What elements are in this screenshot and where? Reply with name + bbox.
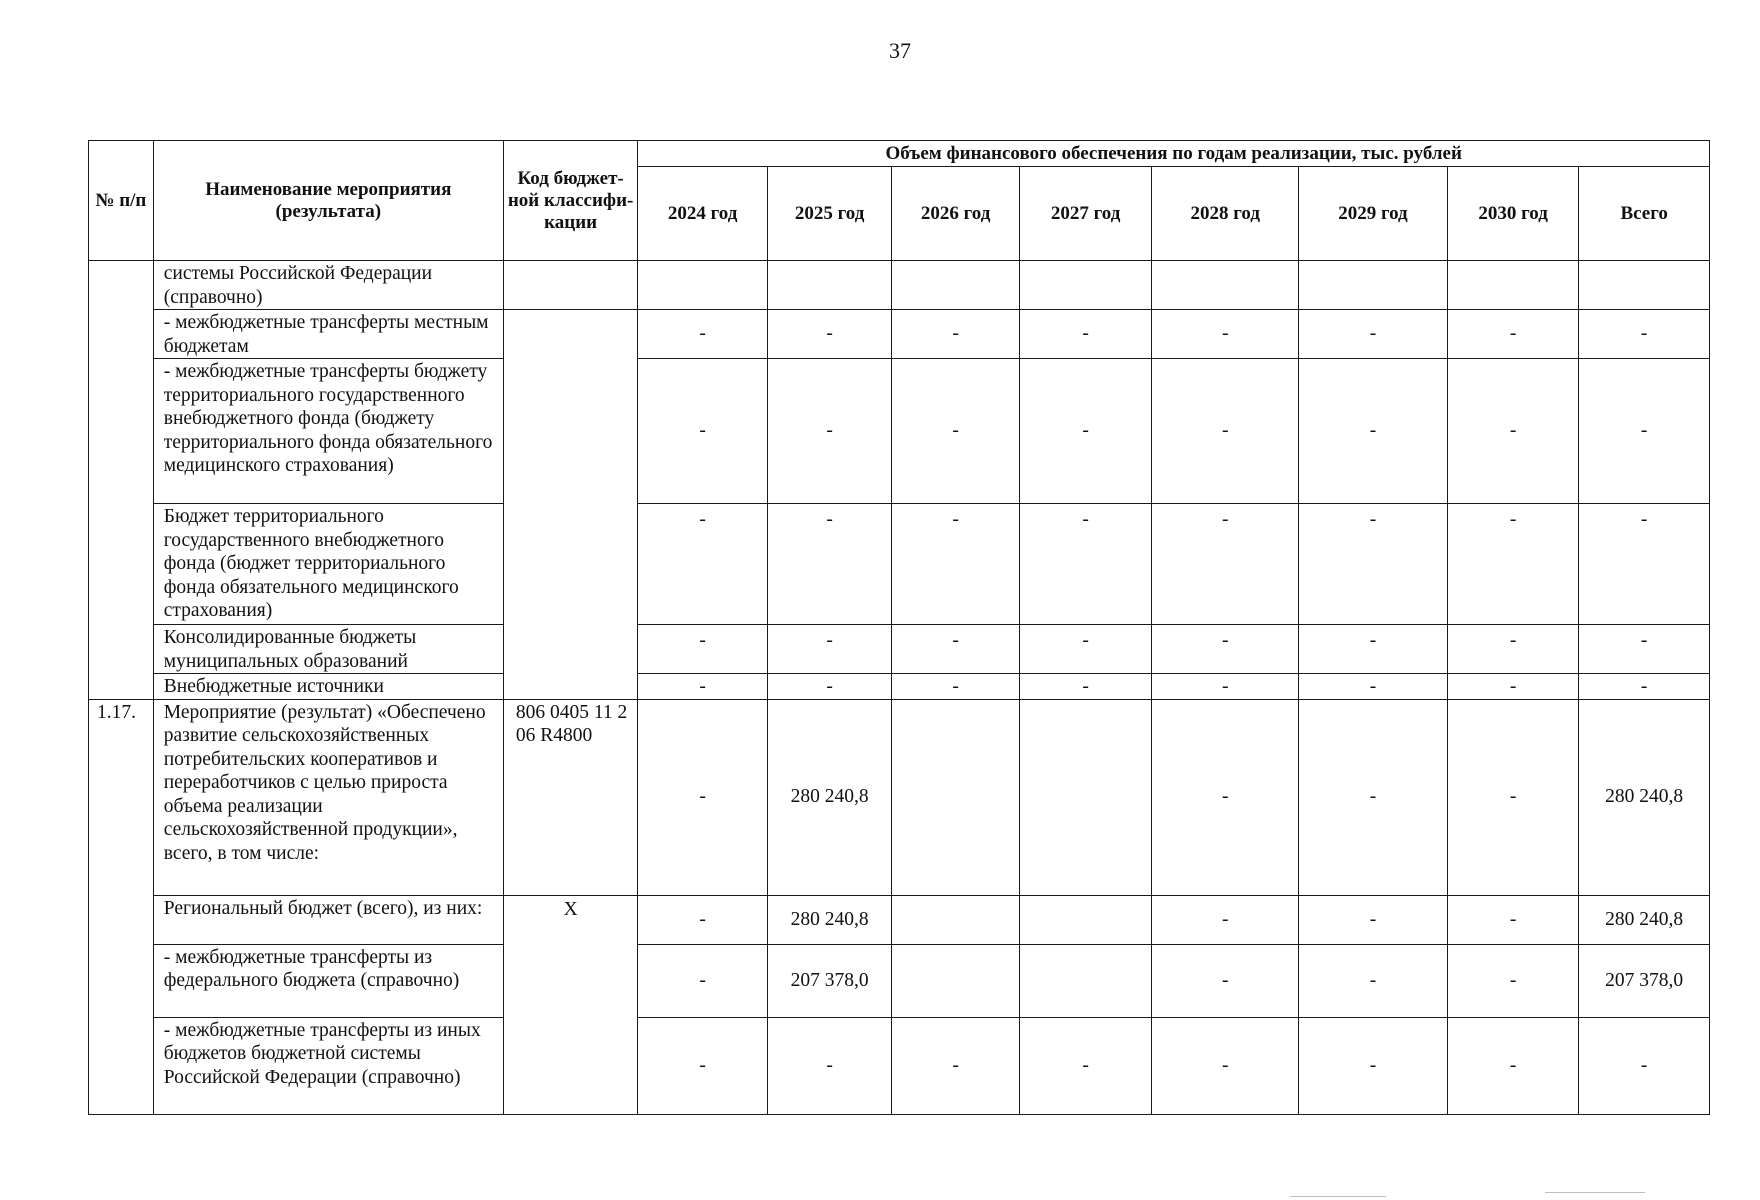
- value-cell: -: [892, 359, 1019, 504]
- table-row: [89, 261, 1710, 310]
- value-cell: -: [638, 699, 768, 895]
- value-cell: -: [1019, 1017, 1152, 1114]
- value-cell: -: [1299, 359, 1448, 504]
- value-cell: -: [1152, 699, 1299, 895]
- value-cell: -: [1579, 1017, 1710, 1114]
- row-number-cell: [89, 261, 154, 700]
- header-financing-group: Объем финансового обеспечения по годам реализации, тыс. рублей: [638, 141, 1710, 167]
- value-cell: 280 240,8: [1579, 699, 1710, 895]
- financing-table: [88, 140, 1710, 1115]
- value-cell: -: [1299, 895, 1448, 944]
- page-number: 37: [889, 38, 911, 63]
- value-cell: -: [767, 1017, 891, 1114]
- header-year-2024: 2024 год: [638, 167, 768, 261]
- row-number-cell: 1.17.: [89, 699, 154, 1114]
- value-cell: -: [638, 674, 768, 700]
- value-cell: -: [638, 359, 768, 504]
- value-cell: -: [1579, 504, 1710, 625]
- value-cell: -: [1579, 359, 1710, 504]
- value-cell: -: [1152, 504, 1299, 625]
- table-row: [89, 674, 1710, 700]
- value-cell: 280 240,8: [1579, 895, 1710, 944]
- value-cell: [1019, 895, 1152, 944]
- header-num: № п/п: [89, 141, 154, 261]
- value-cell: -: [638, 310, 768, 359]
- value-cell: -: [892, 310, 1019, 359]
- value-cell: [1579, 261, 1710, 310]
- value-cell: [1299, 261, 1448, 310]
- value-cell: -: [638, 944, 768, 1017]
- value-cell: -: [767, 504, 891, 625]
- value-cell: -: [638, 625, 768, 674]
- value-cell: -: [767, 359, 891, 504]
- row-name: - межбюджетные трансферты из иных бюджетов бюджетной системы Российской Федерации (справочно): [153, 1017, 503, 1114]
- header-year-2027: 2027 год: [1019, 167, 1152, 261]
- value-cell: -: [1152, 1017, 1299, 1114]
- value-cell: -: [1299, 504, 1448, 625]
- value-cell: [892, 699, 1019, 895]
- value-cell: -: [1299, 310, 1448, 359]
- table-row: [89, 359, 1710, 504]
- value-cell: -: [1019, 674, 1152, 700]
- header-year-2025: 2025 год: [767, 167, 891, 261]
- value-cell: -: [1299, 1017, 1448, 1114]
- value-cell: -: [767, 625, 891, 674]
- value-cell: -: [1579, 310, 1710, 359]
- header-year-2028: 2028 год: [1152, 167, 1299, 261]
- value-cell: -: [1019, 625, 1152, 674]
- table-row: [89, 944, 1710, 1017]
- value-cell: -: [767, 310, 891, 359]
- value-cell: [767, 261, 891, 310]
- header-name: Наименование мероприятия (результата): [153, 141, 503, 261]
- value-cell: [1152, 261, 1299, 310]
- value-cell: -: [1579, 625, 1710, 674]
- header-total: Всего: [1579, 167, 1710, 261]
- value-cell: [1019, 261, 1152, 310]
- value-cell: -: [1447, 310, 1579, 359]
- value-cell: 207 378,0: [767, 944, 891, 1017]
- value-cell: -: [1019, 504, 1152, 625]
- row-name: Мероприятие (результат) «Обеспечено развитие сельскохозяйственных потребительских кооперативов и переработчиков с целью прироста объема реализации сельскохозяйственной продукции», всего, в том числе:: [153, 699, 503, 895]
- value-cell: -: [1447, 625, 1579, 674]
- table-row: [89, 310, 1710, 359]
- row-name: - межбюджетные трансферты из федерального бюджета (справочно): [153, 944, 503, 1017]
- header-year-2026: 2026 год: [892, 167, 1019, 261]
- value-cell: -: [1299, 944, 1448, 1017]
- value-cell: [892, 944, 1019, 1017]
- value-cell: -: [1152, 895, 1299, 944]
- value-cell: -: [1152, 359, 1299, 504]
- value-cell: -: [638, 1017, 768, 1114]
- value-cell: [892, 261, 1019, 310]
- value-cell: -: [1019, 310, 1152, 359]
- table-row: [89, 699, 1710, 895]
- value-cell: -: [1019, 359, 1152, 504]
- value-cell: -: [1152, 625, 1299, 674]
- table-row: [89, 504, 1710, 625]
- value-cell: [892, 895, 1019, 944]
- value-cell: [1019, 944, 1152, 1017]
- row-name: Региональный бюджет (всего), из них:: [153, 895, 503, 944]
- value-cell: -: [1152, 944, 1299, 1017]
- table-row: [89, 895, 1710, 944]
- value-cell: [638, 261, 768, 310]
- row-name: системы Российской Федерации (справочно): [153, 261, 503, 310]
- value-cell: -: [638, 504, 768, 625]
- row-name: Внебюджетные источники: [153, 674, 503, 700]
- value-cell: 207 378,0: [1579, 944, 1710, 1017]
- value-cell: [1019, 699, 1152, 895]
- value-cell: -: [1447, 699, 1579, 895]
- value-cell: -: [1447, 504, 1579, 625]
- value-cell: -: [1152, 310, 1299, 359]
- table-row: [89, 1017, 1710, 1114]
- row-code: X: [503, 895, 638, 1114]
- value-cell: -: [892, 674, 1019, 700]
- value-cell: -: [1152, 674, 1299, 700]
- value-cell: -: [892, 1017, 1019, 1114]
- value-cell: -: [892, 625, 1019, 674]
- row-code: 806 0405 11 2 06 R4800: [503, 699, 638, 895]
- value-cell: -: [1447, 359, 1579, 504]
- footer-rule-right: [1545, 1192, 1645, 1193]
- row-name: Консолидированные бюджеты муниципальных образований: [153, 625, 503, 674]
- row-name: Бюджет территориального государственного внебюджетного фонда (бюджет территориального фонда обязательного медицинского страхования): [153, 504, 503, 625]
- value-cell: -: [1299, 625, 1448, 674]
- value-cell: 280 240,8: [767, 699, 891, 895]
- row-name: - межбюджетные трансферты бюджету территориального государственного внебюджетного фонда (бюджету территориального фонда обязательного медицинского страхования): [153, 359, 503, 504]
- value-cell: -: [1447, 944, 1579, 1017]
- header-code: Код бюджет-ной классифи-кации: [503, 141, 638, 261]
- value-cell: -: [1579, 674, 1710, 700]
- value-cell: -: [1447, 1017, 1579, 1114]
- footer-rule-left: [1290, 1196, 1386, 1197]
- value-cell: -: [1299, 674, 1448, 700]
- value-cell: -: [638, 895, 768, 944]
- value-cell: 280 240,8: [767, 895, 891, 944]
- value-cell: -: [892, 504, 1019, 625]
- table-row: [89, 625, 1710, 674]
- row-name: - межбюджетные трансферты местным бюджетам: [153, 310, 503, 359]
- value-cell: [1447, 261, 1579, 310]
- value-cell: -: [1299, 699, 1448, 895]
- value-cell: -: [1447, 674, 1579, 700]
- row-code: [503, 261, 638, 310]
- value-cell: -: [1447, 895, 1579, 944]
- header-year-2030: 2030 год: [1447, 167, 1579, 261]
- row-code: [503, 310, 638, 700]
- header-year-2029: 2029 год: [1299, 167, 1448, 261]
- value-cell: -: [767, 674, 891, 700]
